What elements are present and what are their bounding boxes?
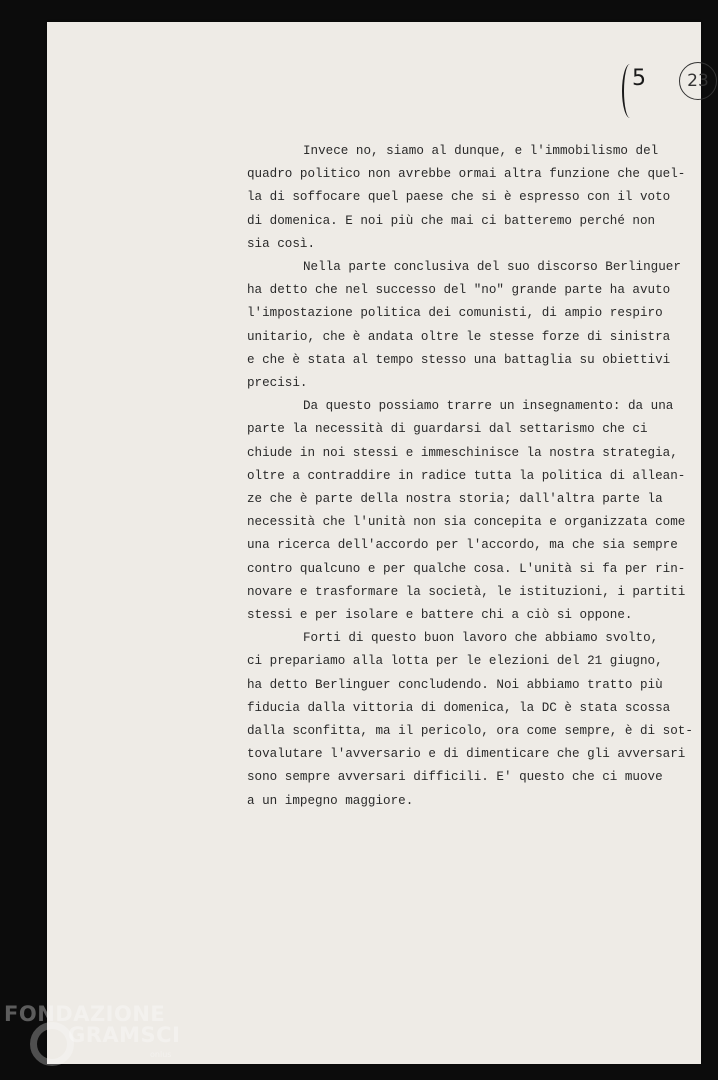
text-line: oltre a contraddire in radice tutta la politica di allean- (247, 468, 686, 483)
watermark-line2: GRAMSCI (68, 1023, 181, 1047)
text-line: ha detto Berlinguer concludendo. Noi abbiamo tratto più (247, 677, 663, 692)
text-line: di domenica. E noi più che mai ci batteremo perché non (247, 213, 656, 228)
text-line: contro qualcuno e per qualche cosa. L'unità si fa per rin- (247, 561, 686, 576)
text-line: precisi. (247, 376, 308, 391)
text-line: sia così. (247, 236, 316, 251)
text-line: e che è stata al tempo stesso una battaglia su obiettivi (247, 352, 671, 367)
text-line: a un impegno maggiore. (247, 793, 414, 808)
document-page (47, 22, 709, 1064)
circled-folio-number: 23 (679, 62, 717, 100)
text-line: Invece no, siamo al dunque, e l'immobilismo del (303, 144, 659, 158)
text-line: quadro politico non avrebbe ormai altra funzione che quel- (247, 167, 686, 182)
paragraph-1 (247, 140, 686, 256)
paragraph-4 (247, 627, 693, 813)
text-line: ze che è parte della nostra storia; dall'altra parte la (247, 492, 663, 507)
text-line: una ricerca dell'accordo per l'accordo, ma che sia sempre (247, 538, 678, 553)
text-line: ci prepariamo alla lotta per le elezioni del 21 giugno, (247, 654, 663, 669)
watermark-sub: onlus (150, 1050, 172, 1059)
text-line: necessità che l'unità non sia concepita e organizzata come (247, 515, 686, 530)
watermark-line1: FONDAZIONE (4, 1002, 166, 1026)
text-line: parte la necessità di guardarsi dal settarismo che ci (247, 422, 648, 437)
body-text (247, 140, 693, 813)
text-line: Da questo possiamo trarre un insegnamento: da una (303, 399, 674, 414)
text-line: fiducia dalla vittoria di domenica, la DC è stata scossa (247, 700, 671, 715)
watermark-logo (4, 1000, 184, 1076)
paragraph-2 (247, 256, 681, 395)
text-line: chiude in noi stessi e immeschinisce la nostra strategia, (247, 445, 678, 460)
text-line: ha detto che nel successo del "no" grande parte ha avuto (247, 283, 671, 298)
text-line: sono sempre avversari difficili. E' questo che ci muove (247, 770, 663, 785)
text-line: Nella parte conclusiva del suo discorso Berlinguer (303, 260, 681, 275)
text-line: unitario, che è andata oltre le stesse forze di sinistra (247, 329, 671, 344)
text-line: novare e trasformare la società, le istituzioni, i partiti (247, 584, 686, 599)
text-line: Forti di questo buon lavoro che abbiamo svolto, (303, 631, 659, 646)
text-line: stessi e per isolare e battere chi a ciò si oppone. (247, 608, 633, 623)
text-line: tovalutare l'avversario e di dimenticare che gli avversari (247, 747, 686, 762)
text-line: l'impostazione politica dei comunisti, di ampio respiro (247, 306, 663, 321)
handwritten-page-number: 5 (622, 58, 662, 122)
text-line: la di soffocare quel paese che si è espresso con il voto (247, 190, 671, 205)
paragraph-3 (247, 395, 686, 627)
text-line: dalla sconfitta, ma il pericolo, ora come sempre, è di sot- (247, 724, 693, 739)
